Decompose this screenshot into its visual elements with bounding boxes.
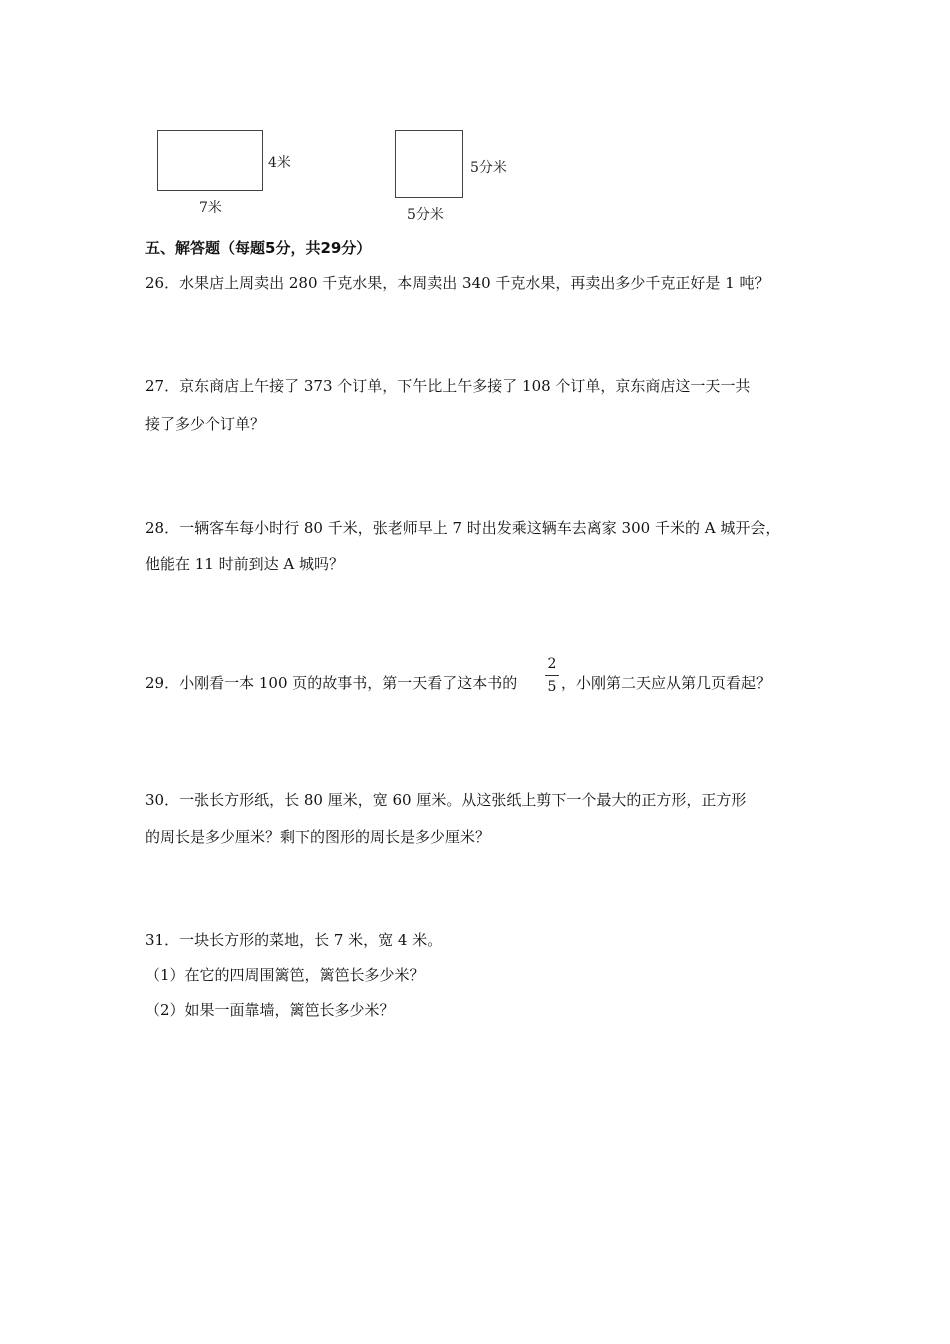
rectangle-height-label: 4米 — [268, 155, 291, 171]
fraction-numerator: 2 — [547, 656, 557, 672]
fraction-bar — [545, 675, 559, 676]
question-31-sub1: （1）在它的四周围篱笆，篱笆长多少米？ — [145, 966, 425, 984]
rectangle-width-label: 7米 — [199, 200, 222, 216]
rectangle-figure — [157, 130, 263, 191]
square-width-label: 5分米 — [407, 207, 444, 223]
question-27-line2: 接了多少个订单？ — [145, 415, 266, 433]
square-height-label: 5分米 — [470, 160, 507, 176]
question-29-text-after: ，小刚第二天应从第几页看起？ — [561, 674, 772, 692]
fraction-denominator: 5 — [547, 679, 557, 695]
question-26-line1: 26．水果店上周卖出 280 千克水果，本周卖出 340 千克水果，再卖出多少千克正好是 1 吨？ — [145, 274, 770, 292]
question-28-line1: 28．一辆客车每小时行 80 千米，张老师早上 7 时出发乘这辆车去离家 300 千米的 A 城开会， — [145, 519, 781, 537]
question-31-line1: 31．一块长方形的菜地，长 7 米，宽 4 米。 — [145, 931, 443, 949]
square-figure — [395, 130, 463, 198]
section-heading: 五、解答题（每题5分，共29分） — [145, 239, 372, 257]
question-27-line1: 27．京东商店上午接了 373 个订单，下午比上午多接了 108 个订单，京东商店这一天一共 — [145, 377, 751, 395]
question-28-line2: 他能在 11 时前到达 A 城吗？ — [145, 555, 344, 573]
question-31-sub2: （2）如果一面靠墙，篱笆长多少米？ — [145, 1001, 395, 1019]
question-29-text-before: 29．小刚看一本 100 页的故事书，第一天看了这本书的 — [145, 674, 518, 692]
question-30-line2: 的周长是多少厘米？剩下的图形的周长是多少厘米？ — [145, 828, 491, 846]
fraction-two-fifths — [545, 654, 559, 697]
question-30-line1: 30．一张长方形纸，长 80 厘米，宽 60 厘米。从这张纸上剪下一个最大的正方形，正方形 — [145, 791, 747, 809]
